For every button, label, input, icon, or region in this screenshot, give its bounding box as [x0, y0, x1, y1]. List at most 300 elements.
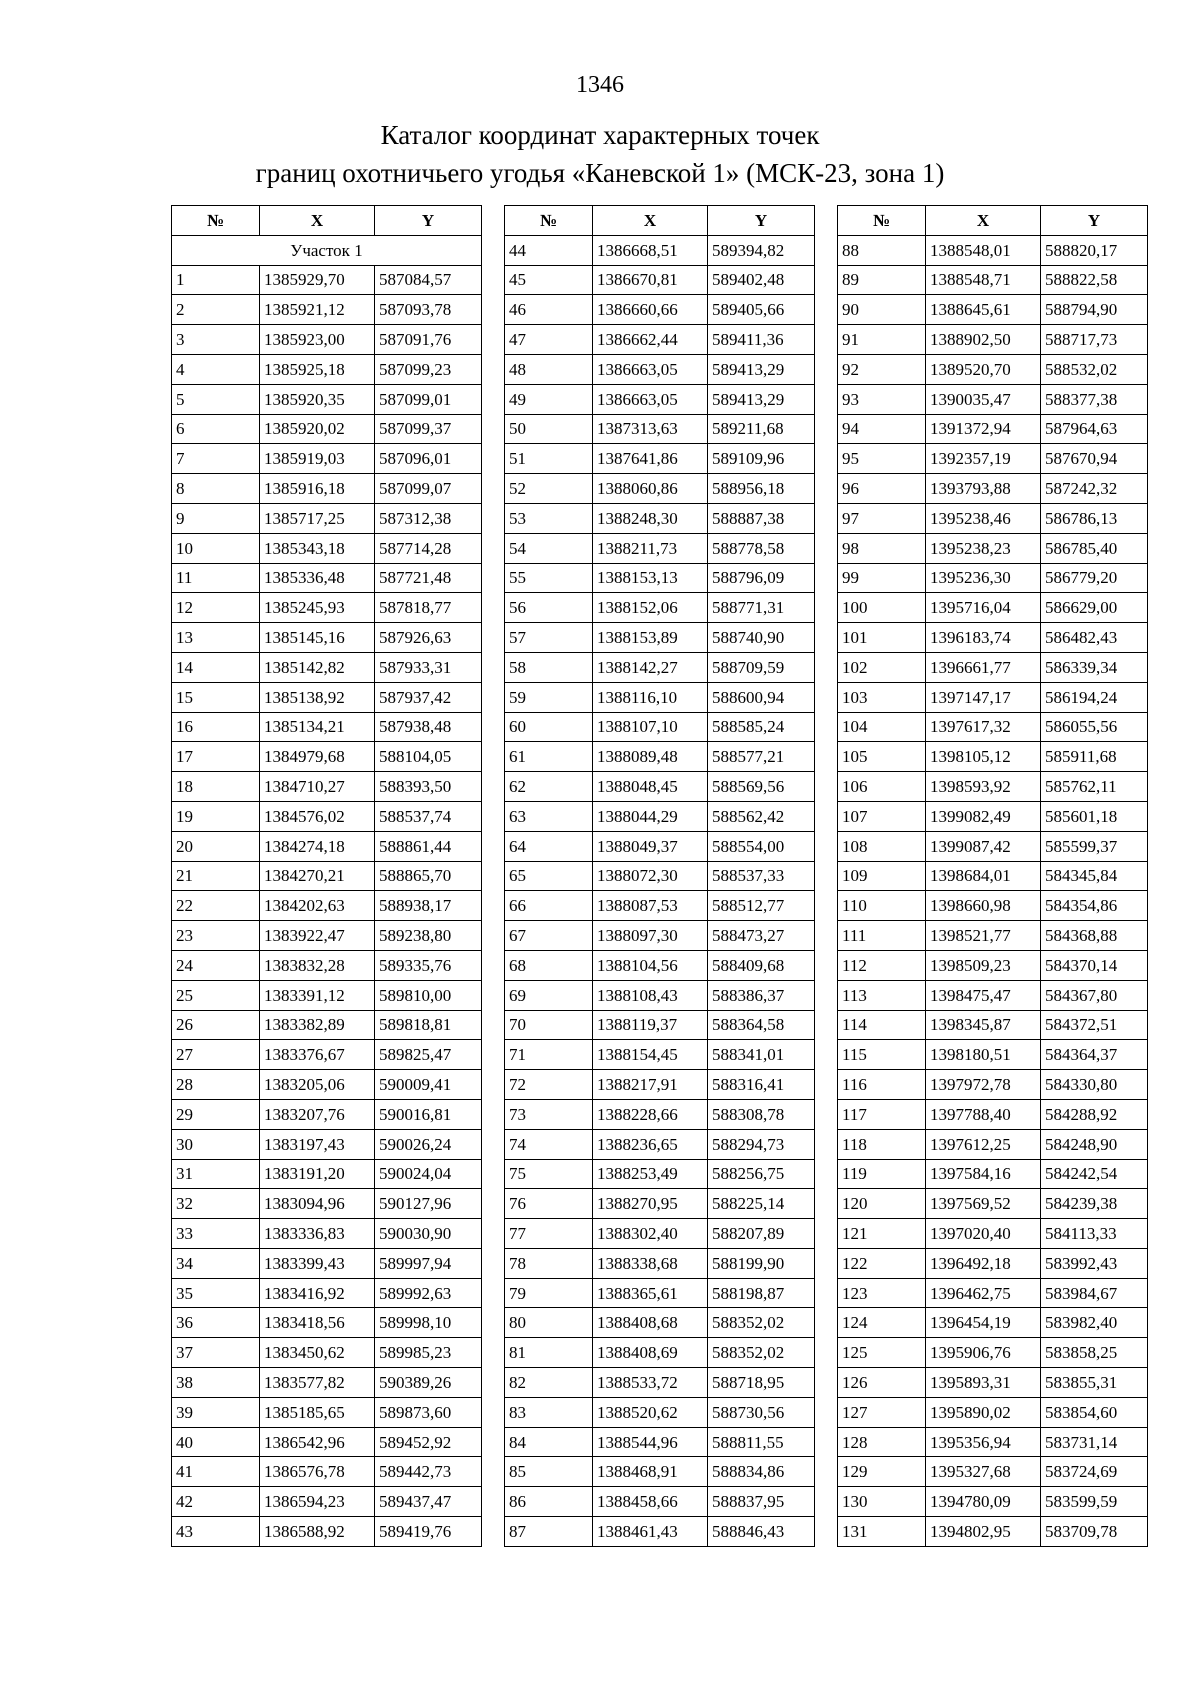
table-row: [838, 1040, 1148, 1070]
point-number: 60: [505, 712, 593, 742]
table-row: [172, 652, 482, 682]
coord-x: 1386594,23: [260, 1487, 375, 1517]
coord-x: 1388217,91: [593, 1070, 708, 1100]
table-row: [505, 474, 815, 504]
table-row: [172, 1427, 482, 1457]
coord-x: 1388645,61: [926, 295, 1041, 325]
coord-y: 588778,58: [708, 533, 815, 563]
table-row: [505, 414, 815, 444]
section-row: [172, 235, 482, 265]
coord-y: 588386,37: [708, 980, 815, 1010]
point-number: 129: [838, 1457, 926, 1487]
point-number: 100: [838, 593, 926, 623]
coord-y: 584242,54: [1041, 1159, 1148, 1189]
point-number: 45: [505, 265, 593, 295]
coord-x: 1388548,71: [926, 265, 1041, 295]
table-row: [172, 861, 482, 891]
coord-x: 1385923,00: [260, 325, 375, 355]
point-number: 25: [172, 980, 260, 1010]
point-number: 121: [838, 1219, 926, 1249]
coord-y: 587099,23: [375, 354, 482, 384]
coord-x: 1388097,30: [593, 921, 708, 951]
table-row: [172, 444, 482, 474]
point-number: 59: [505, 682, 593, 712]
coord-y: 589402,48: [708, 265, 815, 295]
coord-x: 1399087,42: [926, 831, 1041, 861]
header-y: Y: [375, 206, 482, 236]
point-number: 91: [838, 325, 926, 355]
coord-y: 586055,56: [1041, 712, 1148, 742]
coord-y: 585599,37: [1041, 831, 1148, 861]
coord-y: 588887,38: [708, 503, 815, 533]
point-number: 73: [505, 1099, 593, 1129]
table-row: [505, 1248, 815, 1278]
point-number: 76: [505, 1189, 593, 1219]
coord-x: 1388072,30: [593, 861, 708, 891]
coord-x: 1388468,91: [593, 1457, 708, 1487]
table-row: [838, 1099, 1148, 1129]
header-num: №: [172, 206, 260, 236]
table-row: [838, 1338, 1148, 1368]
table-row: [172, 1099, 482, 1129]
table-row: [838, 295, 1148, 325]
table-row: [838, 980, 1148, 1010]
coord-x: 1398180,51: [926, 1040, 1041, 1070]
coord-x: 1393793,88: [926, 474, 1041, 504]
coord-y: 588585,24: [708, 712, 815, 742]
point-number: 111: [838, 921, 926, 951]
coord-y: 590024,04: [375, 1159, 482, 1189]
coord-x: 1388107,10: [593, 712, 708, 742]
point-number: 89: [838, 265, 926, 295]
point-number: 102: [838, 652, 926, 682]
table-row: [172, 1517, 482, 1547]
coord-x: 1395356,94: [926, 1427, 1041, 1457]
point-number: 72: [505, 1070, 593, 1100]
coord-x: 1391372,94: [926, 414, 1041, 444]
coord-x: 1385925,18: [260, 354, 375, 384]
coord-x: 1383416,92: [260, 1278, 375, 1308]
coord-x: 1384710,27: [260, 772, 375, 802]
point-number: 112: [838, 950, 926, 980]
table-row: [172, 1070, 482, 1100]
coord-y: 589825,47: [375, 1040, 482, 1070]
point-number: 69: [505, 980, 593, 1010]
coord-y: 587964,63: [1041, 414, 1148, 444]
coord-y: 587714,28: [375, 533, 482, 563]
coord-x: 1394802,95: [926, 1517, 1041, 1547]
table-row: [172, 742, 482, 772]
coord-x: 1395236,30: [926, 563, 1041, 593]
coord-y: 587099,01: [375, 384, 482, 414]
coord-x: 1385919,03: [260, 444, 375, 474]
point-number: 6: [172, 414, 260, 444]
table-row: [505, 682, 815, 712]
point-number: 61: [505, 742, 593, 772]
coord-y: 588364,58: [708, 1010, 815, 1040]
point-number: 65: [505, 861, 593, 891]
coord-x: 1388119,37: [593, 1010, 708, 1040]
coord-x: 1386663,05: [593, 354, 708, 384]
point-number: 2: [172, 295, 260, 325]
coord-x: 1388228,66: [593, 1099, 708, 1129]
coord-y: 588569,56: [708, 772, 815, 802]
coord-y: 588308,78: [708, 1099, 815, 1129]
table-row: [505, 295, 815, 325]
table-row: [172, 265, 482, 295]
coord-y: 590009,41: [375, 1070, 482, 1100]
coord-y: 588861,44: [375, 831, 482, 861]
coord-y: 584113,33: [1041, 1219, 1148, 1249]
table-row: [838, 384, 1148, 414]
coord-x: 1398684,01: [926, 861, 1041, 891]
coord-y: 588717,73: [1041, 325, 1148, 355]
coord-y: 589405,66: [708, 295, 815, 325]
coord-y: 584372,51: [1041, 1010, 1148, 1040]
coord-y: 588956,18: [708, 474, 815, 504]
table-row: [172, 682, 482, 712]
table-row: [172, 1010, 482, 1040]
coord-y: 587937,42: [375, 682, 482, 712]
point-number: 113: [838, 980, 926, 1010]
table-row: [505, 1219, 815, 1249]
coordinates-table-3: [837, 205, 1148, 1547]
coord-y: 588709,59: [708, 652, 815, 682]
table-row: [838, 444, 1148, 474]
table-row: [172, 593, 482, 623]
point-number: 70: [505, 1010, 593, 1040]
table-row: [838, 354, 1148, 384]
point-number: 131: [838, 1517, 926, 1547]
coord-x: 1388253,49: [593, 1159, 708, 1189]
coord-y: 583709,78: [1041, 1517, 1148, 1547]
table-row: [838, 891, 1148, 921]
coord-y: 588409,68: [708, 950, 815, 980]
point-number: 86: [505, 1487, 593, 1517]
table-header-row: [838, 206, 1148, 236]
point-number: 85: [505, 1457, 593, 1487]
table-row: [505, 1070, 815, 1100]
point-number: 90: [838, 295, 926, 325]
coord-y: 588512,77: [708, 891, 815, 921]
table-row: [838, 1248, 1148, 1278]
coord-x: 1385920,02: [260, 414, 375, 444]
point-number: 50: [505, 414, 593, 444]
point-number: 40: [172, 1427, 260, 1457]
point-number: 105: [838, 742, 926, 772]
coord-x: 1385929,70: [260, 265, 375, 295]
coord-y: 587938,48: [375, 712, 482, 742]
coord-x: 1388153,13: [593, 563, 708, 593]
coord-x: 1388087,53: [593, 891, 708, 921]
table-row: [505, 652, 815, 682]
coord-x: 1398105,12: [926, 742, 1041, 772]
coord-y: 587818,77: [375, 593, 482, 623]
table-row: [838, 474, 1148, 504]
point-number: 109: [838, 861, 926, 891]
point-number: 88: [838, 235, 926, 265]
point-number: 120: [838, 1189, 926, 1219]
table-row: [505, 1338, 815, 1368]
coord-y: 589437,47: [375, 1487, 482, 1517]
coord-y: 587091,76: [375, 325, 482, 355]
coord-x: 1388520,62: [593, 1397, 708, 1427]
table-row: [505, 1487, 815, 1517]
coord-y: 589238,80: [375, 921, 482, 951]
table-row: [838, 1010, 1148, 1040]
coord-y: 586339,34: [1041, 652, 1148, 682]
table-row: [172, 1487, 482, 1517]
header-x: X: [260, 206, 375, 236]
coord-x: 1388902,50: [926, 325, 1041, 355]
coord-x: 1384576,02: [260, 801, 375, 831]
point-number: 97: [838, 503, 926, 533]
table-row: [172, 921, 482, 951]
table-row: [505, 1129, 815, 1159]
point-number: 71: [505, 1040, 593, 1070]
coord-y: 590030,90: [375, 1219, 482, 1249]
point-number: 77: [505, 1219, 593, 1249]
coord-y: 588834,86: [708, 1457, 815, 1487]
coord-x: 1388248,30: [593, 503, 708, 533]
point-number: 87: [505, 1517, 593, 1547]
point-number: 10: [172, 533, 260, 563]
coord-y: 584248,90: [1041, 1129, 1148, 1159]
coord-x: 1388302,40: [593, 1219, 708, 1249]
coord-x: 1397020,40: [926, 1219, 1041, 1249]
coord-x: 1383418,56: [260, 1308, 375, 1338]
point-number: 7: [172, 444, 260, 474]
table-row: [838, 1427, 1148, 1457]
coord-x: 1384979,68: [260, 742, 375, 772]
table-row: [838, 950, 1148, 980]
table-row: [838, 503, 1148, 533]
coord-x: 1396183,74: [926, 623, 1041, 653]
coord-x: 1395906,76: [926, 1338, 1041, 1368]
coord-x: 1387641,86: [593, 444, 708, 474]
coord-y: 585762,11: [1041, 772, 1148, 802]
point-number: 107: [838, 801, 926, 831]
coord-y: 589413,29: [708, 384, 815, 414]
point-number: 38: [172, 1368, 260, 1398]
coord-x: 1395893,31: [926, 1368, 1041, 1398]
coord-x: 1385343,18: [260, 533, 375, 563]
coord-x: 1398660,98: [926, 891, 1041, 921]
table-row: [172, 414, 482, 444]
table-row: [172, 831, 482, 861]
table-row: [505, 1159, 815, 1189]
coord-y: 583855,31: [1041, 1368, 1148, 1398]
coord-y: 589442,73: [375, 1457, 482, 1487]
coord-y: 587099,37: [375, 414, 482, 444]
coord-x: 1388060,86: [593, 474, 708, 504]
point-number: 53: [505, 503, 593, 533]
table-row: [838, 1070, 1148, 1100]
point-number: 58: [505, 652, 593, 682]
table-row: [172, 533, 482, 563]
coord-y: 589413,29: [708, 354, 815, 384]
coord-x: 1385145,16: [260, 623, 375, 653]
table-header-row: [172, 206, 482, 236]
coord-x: 1390035,47: [926, 384, 1041, 414]
coord-x: 1398509,23: [926, 950, 1041, 980]
point-number: 15: [172, 682, 260, 712]
point-number: 103: [838, 682, 926, 712]
table-row: [838, 1517, 1148, 1547]
point-number: 47: [505, 325, 593, 355]
coord-y: 586194,24: [1041, 682, 1148, 712]
point-number: 37: [172, 1338, 260, 1368]
coord-y: 586629,00: [1041, 593, 1148, 623]
table-row: [505, 1099, 815, 1129]
table-row: [172, 623, 482, 653]
table-row: [172, 1278, 482, 1308]
point-number: 11: [172, 563, 260, 593]
coord-x: 1383399,43: [260, 1248, 375, 1278]
point-number: 68: [505, 950, 593, 980]
coord-y: 588577,21: [708, 742, 815, 772]
coord-y: 588377,38: [1041, 384, 1148, 414]
table-row: [172, 891, 482, 921]
point-number: 4: [172, 354, 260, 384]
coord-y: 589335,76: [375, 950, 482, 980]
table-row: [505, 623, 815, 653]
coord-y: 590026,24: [375, 1129, 482, 1159]
coord-y: 584368,88: [1041, 921, 1148, 951]
table-row: [838, 652, 1148, 682]
coord-x: 1388408,69: [593, 1338, 708, 1368]
coord-y: 590127,96: [375, 1189, 482, 1219]
coord-y: 586786,13: [1041, 503, 1148, 533]
point-number: 62: [505, 772, 593, 802]
coord-y: 588846,43: [708, 1517, 815, 1547]
coord-x: 1387313,63: [593, 414, 708, 444]
table-row: [172, 801, 482, 831]
coord-x: 1384270,21: [260, 861, 375, 891]
coord-x: 1388548,01: [926, 235, 1041, 265]
point-number: 95: [838, 444, 926, 474]
coord-y: 588352,02: [708, 1338, 815, 1368]
point-number: 75: [505, 1159, 593, 1189]
coord-x: 1385920,35: [260, 384, 375, 414]
coord-y: 588820,17: [1041, 235, 1148, 265]
coord-y: 588730,56: [708, 1397, 815, 1427]
coord-x: 1383376,67: [260, 1040, 375, 1070]
coord-y: 583731,14: [1041, 1427, 1148, 1457]
point-number: 41: [172, 1457, 260, 1487]
table-row: [505, 444, 815, 474]
coord-x: 1396454,19: [926, 1308, 1041, 1338]
coord-x: 1397617,32: [926, 712, 1041, 742]
table-row: [838, 563, 1148, 593]
table-row: [172, 1397, 482, 1427]
table-row: [838, 1308, 1148, 1338]
point-number: 32: [172, 1189, 260, 1219]
point-number: 98: [838, 533, 926, 563]
coord-x: 1388108,43: [593, 980, 708, 1010]
coord-x: 1385336,48: [260, 563, 375, 593]
table-row: [505, 742, 815, 772]
coord-x: 1385717,25: [260, 503, 375, 533]
table-row: [172, 1248, 482, 1278]
point-number: 20: [172, 831, 260, 861]
coord-x: 1383094,96: [260, 1189, 375, 1219]
coord-y: 583982,40: [1041, 1308, 1148, 1338]
coord-x: 1385134,21: [260, 712, 375, 742]
point-number: 55: [505, 563, 593, 593]
table-row: [838, 861, 1148, 891]
header-y: Y: [708, 206, 815, 236]
coord-y: 585911,68: [1041, 742, 1148, 772]
point-number: 124: [838, 1308, 926, 1338]
table-row: [172, 980, 482, 1010]
table-row: [505, 712, 815, 742]
coord-y: 588740,90: [708, 623, 815, 653]
coord-x: 1388533,72: [593, 1368, 708, 1398]
point-number: 14: [172, 652, 260, 682]
coord-x: 1385142,82: [260, 652, 375, 682]
coord-y: 584288,92: [1041, 1099, 1148, 1129]
point-number: 119: [838, 1159, 926, 1189]
coord-x: 1386660,66: [593, 295, 708, 325]
coord-x: 1386662,44: [593, 325, 708, 355]
coord-y: 587242,32: [1041, 474, 1148, 504]
point-number: 66: [505, 891, 593, 921]
table-row: [172, 772, 482, 802]
coord-y: 583854,60: [1041, 1397, 1148, 1427]
coord-x: 1388270,95: [593, 1189, 708, 1219]
table-row: [838, 712, 1148, 742]
header-num: №: [505, 206, 593, 236]
coord-y: 583724,69: [1041, 1457, 1148, 1487]
coord-y: 590389,26: [375, 1368, 482, 1398]
coord-y: 588554,00: [708, 831, 815, 861]
coord-x: 1388152,06: [593, 593, 708, 623]
point-number: 28: [172, 1070, 260, 1100]
point-number: 26: [172, 1010, 260, 1040]
point-number: 130: [838, 1487, 926, 1517]
table-header-row: [505, 206, 815, 236]
point-number: 80: [505, 1308, 593, 1338]
coord-x: 1388461,43: [593, 1517, 708, 1547]
table-row: [838, 623, 1148, 653]
table-row: [505, 1189, 815, 1219]
table-row: [172, 1159, 482, 1189]
coord-x: 1386576,78: [260, 1457, 375, 1487]
table-row: [172, 563, 482, 593]
table-row: [505, 772, 815, 802]
coord-x: 1394780,09: [926, 1487, 1041, 1517]
table-row: [172, 1129, 482, 1159]
table-row: [172, 354, 482, 384]
coord-y: 584354,86: [1041, 891, 1148, 921]
coord-y: 584345,84: [1041, 861, 1148, 891]
coord-x: 1383922,47: [260, 921, 375, 951]
coord-y: 589810,00: [375, 980, 482, 1010]
point-number: 122: [838, 1248, 926, 1278]
coord-y: 588811,55: [708, 1427, 815, 1457]
point-number: 5: [172, 384, 260, 414]
point-number: 101: [838, 623, 926, 653]
coord-y: 589873,60: [375, 1397, 482, 1427]
table-row: [505, 1427, 815, 1457]
table-row: [838, 265, 1148, 295]
table-row: [838, 325, 1148, 355]
point-number: 12: [172, 593, 260, 623]
point-number: 99: [838, 563, 926, 593]
table-row: [838, 1129, 1148, 1159]
coord-x: 1383577,82: [260, 1368, 375, 1398]
